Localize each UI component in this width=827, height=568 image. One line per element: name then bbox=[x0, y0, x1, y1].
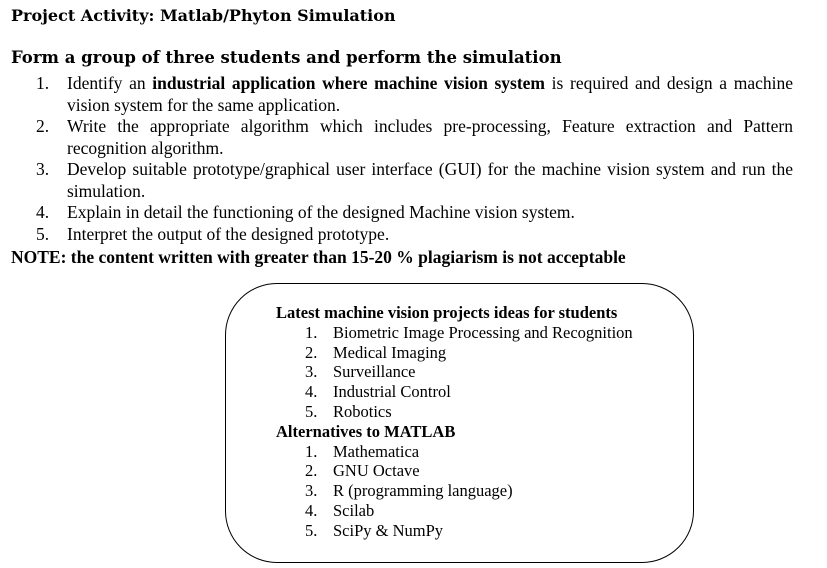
item-text: Industrial Control bbox=[333, 382, 451, 402]
item-number: 2. bbox=[305, 461, 318, 481]
item-number: 2. bbox=[305, 342, 318, 362]
item-number: 5. bbox=[305, 401, 318, 421]
item-text: Medical Imaging bbox=[333, 342, 447, 362]
item-text: Biometric Image Processing and Recognition bbox=[333, 322, 633, 342]
item-text: R (programming language) bbox=[333, 481, 513, 501]
task-text: Explain in detail the functioning of the designed Machine vision system. bbox=[67, 202, 575, 222]
list-item bbox=[276, 442, 633, 462]
item-text: Scilab bbox=[333, 500, 375, 520]
item-number: 5. bbox=[305, 520, 318, 540]
plagiarism-note: NOTE: the content written with greater than 15-20 % plagiarism is not acceptable bbox=[11, 247, 626, 267]
alternatives-list bbox=[276, 442, 633, 541]
list-item bbox=[276, 481, 633, 501]
task-text: Develop suitable prototype/graphical user interface (GUI) for the machine vision system and run the simulation. bbox=[67, 159, 793, 201]
task-number: 3. bbox=[36, 159, 50, 179]
projects-heading: Latest machine vision projects ideas for students bbox=[276, 303, 618, 322]
task-item bbox=[36, 73, 793, 116]
section-heading: Form a group of three students and perform the simulation bbox=[11, 48, 562, 67]
item-number: 1. bbox=[305, 322, 318, 342]
item-text: SciPy & NumPy bbox=[333, 520, 444, 540]
task-number: 1. bbox=[36, 73, 50, 93]
projects-list bbox=[276, 323, 633, 422]
list-item bbox=[276, 521, 633, 541]
task-text: Identify an bbox=[67, 73, 153, 93]
alternatives-heading: Alternatives to MATLAB bbox=[276, 421, 456, 441]
list-item bbox=[276, 402, 633, 422]
item-text: Mathematica bbox=[333, 441, 420, 461]
list-item bbox=[276, 461, 633, 481]
list-item bbox=[276, 343, 633, 363]
ideas-box-content bbox=[276, 303, 633, 541]
item-number: 1. bbox=[305, 441, 318, 461]
list-item bbox=[276, 501, 633, 521]
task-text: is required and design a machine vision system for the same application. bbox=[67, 73, 793, 115]
list-item bbox=[276, 362, 633, 382]
task-item bbox=[36, 159, 793, 202]
task-text: Interpret the output of the designed prototype. bbox=[67, 223, 390, 244]
item-text: Surveillance bbox=[333, 362, 416, 382]
item-number: 4. bbox=[305, 382, 318, 402]
item-text: GNU Octave bbox=[333, 461, 420, 481]
task-item bbox=[36, 116, 793, 159]
item-text: Robotics bbox=[333, 401, 392, 421]
page-title: Project Activity: Matlab/Phyton Simulation bbox=[11, 6, 396, 25]
list-item bbox=[276, 382, 633, 402]
task-text-bold: industrial application where machine vision system bbox=[152, 73, 546, 93]
task-number: 4. bbox=[36, 202, 50, 222]
task-item bbox=[36, 224, 793, 246]
item-number: 3. bbox=[305, 481, 318, 501]
task-number: 2. bbox=[36, 116, 50, 136]
list-item bbox=[276, 323, 633, 343]
item-number: 3. bbox=[305, 362, 318, 382]
task-text: Write the appropriate algorithm which includes pre-processing, Feature extraction and Pattern recognition algorithm. bbox=[67, 116, 793, 158]
task-number: 5. bbox=[36, 223, 50, 244]
task-item bbox=[36, 202, 793, 224]
item-number: 4. bbox=[305, 500, 318, 520]
task-list bbox=[36, 73, 793, 245]
